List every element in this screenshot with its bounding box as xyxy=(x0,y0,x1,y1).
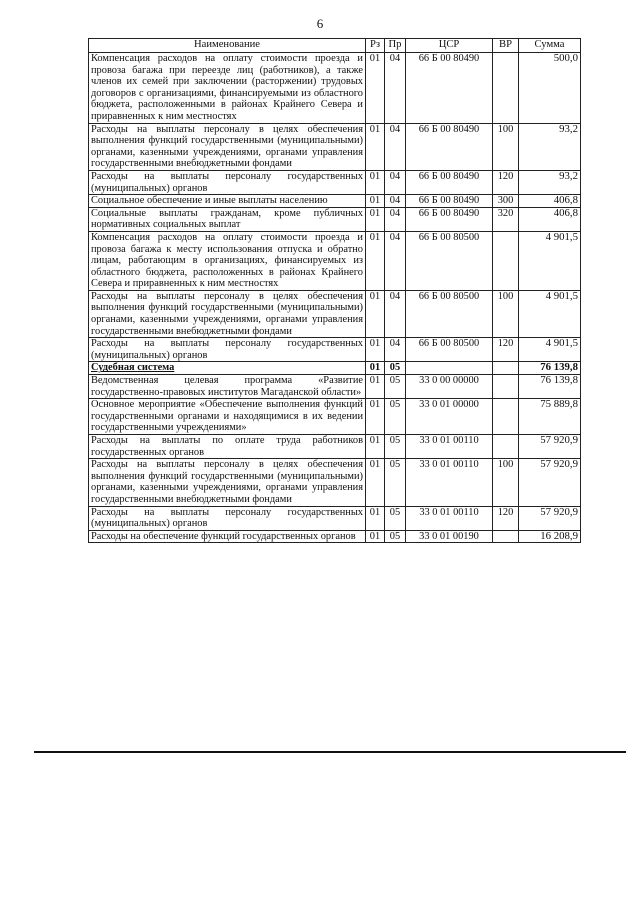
row-vr-cell: 100 xyxy=(493,123,519,170)
row-rz-cell: 01 xyxy=(366,399,385,435)
table-header-row xyxy=(89,39,581,53)
row-name-cell: Социальное обеспечение и иные выплаты населению xyxy=(89,195,366,208)
row-csr-cell: 33 0 00 00000 xyxy=(406,375,493,399)
table-row xyxy=(89,207,581,231)
row-csr-cell: 66 Б 00 80490 xyxy=(406,123,493,170)
row-csr-cell: 33 0 01 00110 xyxy=(406,506,493,530)
row-vr-cell xyxy=(493,399,519,435)
row-name-cell: Расходы на выплаты персоналу в целях обеспечения выполнения функций государственными (муниципальными) органами, казенными учреждениями, органами управления государственными внебюджетными фондами xyxy=(89,123,366,170)
table-row xyxy=(89,506,581,530)
row-name-cell: Судебная система xyxy=(89,362,366,375)
row-pr-cell: 05 xyxy=(385,435,406,459)
row-csr-cell: 66 Б 00 80490 xyxy=(406,53,493,124)
row-rz-cell: 01 xyxy=(366,170,385,194)
row-vr-cell: 100 xyxy=(493,290,519,337)
row-vr-cell: 120 xyxy=(493,338,519,362)
row-vr-cell xyxy=(493,375,519,399)
row-name-cell: Расходы на выплаты персоналу в целях обеспечения выполнения функций государственными (муниципальными) органами, казенными учреждениями, органами управления государственными внебюджетными фондами xyxy=(89,459,366,506)
row-rz-cell: 01 xyxy=(366,435,385,459)
header-rz: Рз xyxy=(366,39,385,53)
row-csr-cell: 66 Б 00 80500 xyxy=(406,290,493,337)
table-row xyxy=(89,375,581,399)
row-csr-cell: 66 Б 00 80500 xyxy=(406,338,493,362)
row-rz-cell: 01 xyxy=(366,375,385,399)
footer-divider xyxy=(34,751,626,753)
row-rz-cell: 01 xyxy=(366,530,385,543)
row-rz-cell: 01 xyxy=(366,53,385,124)
row-sum-cell: 16 208,9 xyxy=(519,530,581,543)
row-sum-cell: 406,8 xyxy=(519,207,581,231)
row-sum-cell: 75 889,8 xyxy=(519,399,581,435)
table-row xyxy=(89,362,581,375)
row-pr-cell: 05 xyxy=(385,399,406,435)
header-name: Наименование xyxy=(89,39,366,53)
row-vr-cell xyxy=(493,435,519,459)
row-pr-cell: 04 xyxy=(385,207,406,231)
row-vr-cell: 120 xyxy=(493,506,519,530)
row-csr-cell: 33 0 01 00000 xyxy=(406,399,493,435)
row-sum-cell: 406,8 xyxy=(519,195,581,208)
row-csr-cell: 33 0 01 00190 xyxy=(406,530,493,543)
row-pr-cell: 05 xyxy=(385,530,406,543)
row-sum-cell: 4 901,5 xyxy=(519,231,581,290)
header-sum: Сумма xyxy=(519,39,581,53)
header-pr: Пр xyxy=(385,39,406,53)
table-row xyxy=(89,53,581,124)
row-rz-cell: 01 xyxy=(366,338,385,362)
row-csr-cell: 33 0 01 00110 xyxy=(406,435,493,459)
row-name-cell: Расходы на выплаты персоналу государственных (муниципальных) органов xyxy=(89,338,366,362)
row-sum-cell: 57 920,9 xyxy=(519,506,581,530)
table-row xyxy=(89,530,581,543)
budget-table xyxy=(88,38,581,543)
header-csr: ЦСР xyxy=(406,39,493,53)
row-sum-cell: 57 920,9 xyxy=(519,459,581,506)
row-pr-cell: 04 xyxy=(385,170,406,194)
row-pr-cell: 04 xyxy=(385,338,406,362)
table-row xyxy=(89,290,581,337)
row-sum-cell: 76 139,8 xyxy=(519,362,581,375)
row-vr-cell: 300 xyxy=(493,195,519,208)
table-row xyxy=(89,231,581,290)
row-sum-cell: 76 139,8 xyxy=(519,375,581,399)
row-rz-cell: 01 xyxy=(366,231,385,290)
row-sum-cell: 4 901,5 xyxy=(519,338,581,362)
row-sum-cell: 500,0 xyxy=(519,53,581,124)
row-vr-cell xyxy=(493,231,519,290)
row-sum-cell: 93,2 xyxy=(519,170,581,194)
table-row xyxy=(89,123,581,170)
row-csr-cell xyxy=(406,362,493,375)
table-row xyxy=(89,170,581,194)
table-row xyxy=(89,399,581,435)
row-rz-cell: 01 xyxy=(366,362,385,375)
header-vr: ВР xyxy=(493,39,519,53)
row-rz-cell: 01 xyxy=(366,459,385,506)
row-csr-cell: 66 Б 00 80490 xyxy=(406,195,493,208)
row-pr-cell: 05 xyxy=(385,375,406,399)
table-row xyxy=(89,195,581,208)
table-row xyxy=(89,338,581,362)
table-row xyxy=(89,459,581,506)
row-vr-cell: 320 xyxy=(493,207,519,231)
row-name-cell: Основное мероприятие «Обеспечение выполнения функций государственными органами и находящимися в их ведении государственными учреждениями» xyxy=(89,399,366,435)
page-number: 6 xyxy=(316,16,324,31)
row-rz-cell: 01 xyxy=(366,123,385,170)
row-vr-cell xyxy=(493,530,519,543)
row-csr-cell: 66 Б 00 80490 xyxy=(406,170,493,194)
row-pr-cell: 04 xyxy=(385,195,406,208)
row-rz-cell: 01 xyxy=(366,207,385,231)
table-body xyxy=(89,53,581,543)
row-vr-cell: 120 xyxy=(493,170,519,194)
row-pr-cell: 05 xyxy=(385,506,406,530)
row-pr-cell: 05 xyxy=(385,459,406,506)
row-pr-cell: 05 xyxy=(385,362,406,375)
row-csr-cell: 33 0 01 00110 xyxy=(406,459,493,506)
row-sum-cell: 93,2 xyxy=(519,123,581,170)
row-pr-cell: 04 xyxy=(385,231,406,290)
row-sum-cell: 4 901,5 xyxy=(519,290,581,337)
table-row xyxy=(89,435,581,459)
row-name-cell: Расходы на выплаты персоналу государственных (муниципальных) органов xyxy=(89,506,366,530)
row-vr-cell xyxy=(493,362,519,375)
row-name-cell: Расходы на обеспечение функций государственных органов xyxy=(89,530,366,543)
row-vr-cell xyxy=(493,53,519,124)
row-name-cell: Компенсация расходов на оплату стоимости проезда и провоза багажа к месту использования отпуска и обратно лицам, работающим в организациях, финансируемых из областного бюджета, расположенных в районах Крайнего Севера и приравненных к ним местностях xyxy=(89,231,366,290)
row-rz-cell: 01 xyxy=(366,195,385,208)
row-csr-cell: 66 Б 00 80500 xyxy=(406,231,493,290)
row-name-cell: Ведомственная целевая программа «Развитие государственно-правовых институтов Магаданской области» xyxy=(89,375,366,399)
row-pr-cell: 04 xyxy=(385,123,406,170)
row-name-cell: Социальные выплаты гражданам, кроме публичных нормативных социальных выплат xyxy=(89,207,366,231)
row-rz-cell: 01 xyxy=(366,290,385,337)
row-sum-cell: 57 920,9 xyxy=(519,435,581,459)
row-pr-cell: 04 xyxy=(385,290,406,337)
row-vr-cell: 100 xyxy=(493,459,519,506)
row-pr-cell: 04 xyxy=(385,53,406,124)
row-name-cell: Расходы на выплаты по оплате труда работников государственных органов xyxy=(89,435,366,459)
row-name-cell: Расходы на выплаты персоналу государственных (муниципальных) органов xyxy=(89,170,366,194)
row-name-cell: Компенсация расходов на оплату стоимости проезда и провоза багажа при переезде лиц (работников), а также членов их семей при заключении (расторжении) трудовых договоров с организациями, финансируемыми из областного бюджета, расположенными в районах Крайнего Севера и приравненных к ним местностях xyxy=(89,53,366,124)
row-rz-cell: 01 xyxy=(366,506,385,530)
row-csr-cell: 66 Б 00 80490 xyxy=(406,207,493,231)
row-name-cell: Расходы на выплаты персоналу в целях обеспечения выполнения функций государственными (муниципальными) органами, казенными учреждениями, органами управления государственными внебюджетными фондами xyxy=(89,290,366,337)
